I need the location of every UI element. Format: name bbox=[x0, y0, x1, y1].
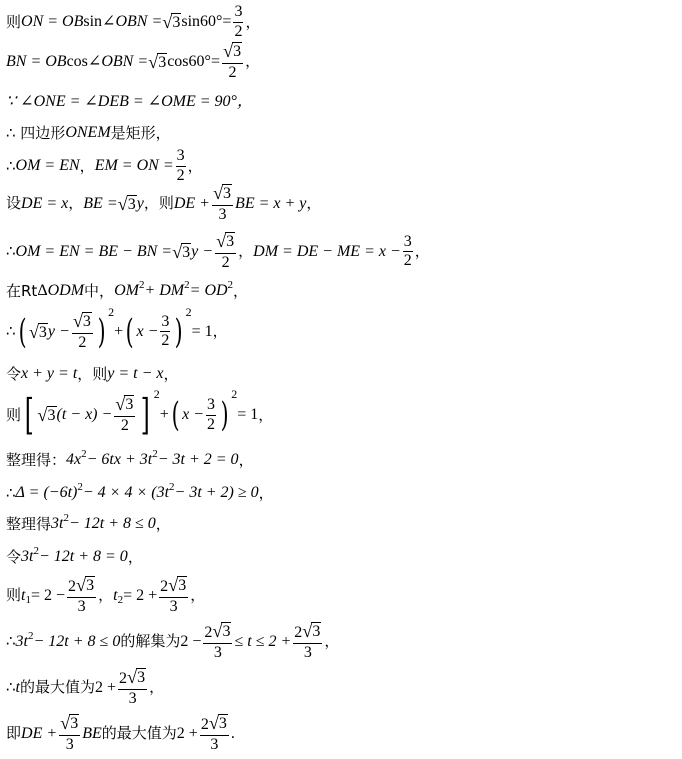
fraction: $\frac{3}{2}$ bbox=[206, 395, 215, 433]
exponent: 2 bbox=[63, 512, 69, 524]
exponent: 2 bbox=[77, 481, 83, 493]
text: ∴ bbox=[6, 242, 16, 261]
math: Δ = (−6t) bbox=[15, 484, 78, 501]
punct: ， bbox=[68, 194, 84, 213]
math: ∵ ∠ONE = ∠DEB = ∠OME = 90°， bbox=[6, 93, 253, 110]
math: = 1 bbox=[191, 322, 213, 340]
punct: ， bbox=[258, 483, 274, 502]
punct: ， bbox=[258, 405, 274, 424]
math: DE = x bbox=[21, 194, 69, 212]
text: 则 bbox=[6, 12, 22, 31]
fraction: 2 √ 3 3 bbox=[294, 621, 321, 661]
math: t bbox=[21, 586, 26, 604]
math: ON = OB bbox=[21, 13, 84, 31]
punct: . bbox=[230, 724, 235, 742]
punct: ， bbox=[238, 450, 254, 469]
solution-line-3 bbox=[6, 94, 253, 110]
solution-line-15 bbox=[6, 545, 143, 566]
math: (t − x) − bbox=[56, 406, 113, 423]
math: 2 + bbox=[176, 724, 198, 742]
exponent: 2 bbox=[227, 279, 234, 291]
solution-line-13 bbox=[6, 481, 274, 502]
solution-line-14 bbox=[6, 512, 171, 533]
punct: ， bbox=[187, 156, 203, 175]
text: 中， bbox=[84, 281, 115, 300]
solution-line-9 bbox=[6, 305, 228, 352]
punct: ， bbox=[79, 156, 95, 175]
math: x − bbox=[136, 322, 159, 340]
punct: ， bbox=[163, 364, 179, 383]
math: 2 + bbox=[95, 678, 117, 696]
punct: ， bbox=[324, 632, 340, 651]
paren-left: ( bbox=[125, 311, 134, 352]
math: 3t bbox=[21, 548, 34, 565]
sqrt: √ 3 bbox=[172, 241, 191, 262]
math: − 4 × 4 × (3t bbox=[82, 484, 170, 501]
paren-right: ) bbox=[220, 395, 229, 435]
punct: ， bbox=[245, 52, 261, 71]
sqrt: √ 3 bbox=[37, 404, 56, 425]
math: BE = x + y bbox=[235, 194, 307, 212]
text: 的最大值为 bbox=[101, 724, 177, 743]
math: y − bbox=[47, 322, 70, 340]
exponent: 2 bbox=[81, 448, 87, 460]
exponent: 2 bbox=[152, 448, 158, 460]
fraction: $\frac{3}{2}$ bbox=[161, 312, 170, 350]
solution-line-18 bbox=[6, 668, 164, 708]
math: = bbox=[222, 13, 232, 31]
math: sin bbox=[83, 13, 103, 31]
math: = 2 + bbox=[123, 586, 158, 604]
math: cos bbox=[66, 52, 88, 70]
punct: ， bbox=[233, 281, 249, 300]
fraction: √ 3 2 bbox=[72, 311, 91, 351]
math: 3t bbox=[15, 632, 28, 650]
math: cos60° bbox=[167, 52, 211, 70]
math: OM = EN = BE − BN = bbox=[15, 242, 173, 260]
text: 则 bbox=[6, 405, 22, 424]
solution-line-7 bbox=[6, 232, 430, 272]
exponent: 2 bbox=[33, 545, 39, 557]
solution-line-16 bbox=[6, 576, 205, 616]
paren-right: ) bbox=[175, 311, 183, 352]
math: OM = EN bbox=[15, 157, 80, 175]
math: 4x bbox=[66, 451, 82, 468]
punct: ， bbox=[98, 586, 114, 605]
punct: ， bbox=[306, 194, 322, 213]
text: ∴ bbox=[6, 156, 16, 175]
exponent: 2 bbox=[28, 629, 34, 642]
sqrt: √ 3 bbox=[162, 12, 181, 33]
math: 3t bbox=[51, 515, 64, 532]
math: ODM bbox=[47, 282, 85, 299]
text: ，则 bbox=[143, 194, 174, 213]
text: ∴ 四边形 bbox=[6, 123, 66, 142]
punct: ， bbox=[414, 242, 430, 261]
exponent: 2 bbox=[185, 305, 192, 319]
math: y bbox=[136, 194, 144, 212]
math: BE bbox=[82, 724, 102, 742]
text: ∴ bbox=[6, 632, 16, 651]
subscript: 1 bbox=[25, 593, 31, 606]
fraction: 2 √ 3 3 bbox=[204, 621, 231, 661]
math: sin60° bbox=[181, 13, 223, 31]
solution-line-12 bbox=[6, 448, 254, 469]
punct: ， bbox=[149, 678, 165, 697]
solution-line-2 bbox=[6, 42, 260, 82]
paren-left: ( bbox=[171, 395, 180, 435]
punct: ， bbox=[238, 242, 254, 261]
exponent: 2 bbox=[153, 387, 160, 401]
fraction: 2 √ 3 3 bbox=[68, 575, 95, 615]
math: ∠ bbox=[87, 52, 102, 70]
text: 即 bbox=[6, 724, 22, 743]
solution-line-11 bbox=[6, 387, 274, 439]
paren-right: ) bbox=[97, 311, 106, 352]
text: 整理得 bbox=[6, 514, 52, 533]
math: − 12t + 8 = 0 bbox=[38, 548, 128, 565]
sqrt: √ 3 bbox=[148, 51, 167, 72]
text: 是矩形， bbox=[110, 123, 171, 142]
math: + bbox=[114, 322, 124, 340]
text: 设 bbox=[6, 194, 22, 213]
bracket-left: [ bbox=[24, 390, 34, 439]
text: ，则 bbox=[77, 364, 108, 383]
solution-line-17 bbox=[6, 622, 339, 662]
fraction: $\frac{3}{2}$ bbox=[234, 3, 243, 40]
subscript: 2 bbox=[117, 593, 124, 606]
sqrt: √ 3 bbox=[28, 321, 47, 342]
math: t bbox=[15, 678, 20, 696]
math: OBN = bbox=[101, 52, 149, 70]
math: y − bbox=[191, 242, 214, 260]
math: = 2 − bbox=[30, 586, 66, 604]
fraction: $\frac{3}{2}$ bbox=[403, 232, 412, 270]
text: 令 bbox=[6, 547, 22, 566]
math: OM bbox=[114, 282, 139, 299]
math: DE + bbox=[173, 194, 210, 212]
math: x + y = t bbox=[21, 365, 78, 382]
exponent: 2 bbox=[184, 279, 190, 291]
text: 令 bbox=[6, 364, 22, 383]
text: 则 bbox=[6, 586, 22, 605]
text: 在Rt bbox=[6, 281, 38, 300]
exponent: 2 bbox=[169, 481, 175, 493]
solution-line-6 bbox=[6, 184, 321, 224]
math: = 1 bbox=[237, 406, 259, 423]
text: 的解集为 bbox=[120, 632, 181, 651]
fraction: √ 3 3 bbox=[212, 183, 232, 223]
math: BN = OB bbox=[6, 52, 67, 70]
math: x − bbox=[182, 406, 204, 423]
math: EM = ON = bbox=[94, 157, 174, 175]
text: 整理得： bbox=[6, 450, 67, 469]
math: − 3t + 2) ≥ 0 bbox=[174, 484, 259, 501]
solution-line-8 bbox=[6, 279, 249, 300]
math: = OD bbox=[189, 282, 228, 299]
fraction: 2 √ 3 3 bbox=[119, 667, 146, 707]
fraction: 2 √ 3 3 bbox=[200, 713, 227, 753]
text: 的最大值为 bbox=[20, 678, 96, 697]
exponent: 2 bbox=[108, 305, 115, 319]
math: − 12t + 8 ≤ 0 bbox=[68, 515, 156, 532]
math: + DM bbox=[144, 282, 185, 299]
solution-line-19 bbox=[6, 714, 235, 754]
solution-line-4 bbox=[6, 125, 171, 141]
fraction: √ 3 2 bbox=[216, 231, 235, 271]
math: DM = DE − ME = x − bbox=[253, 242, 401, 260]
paren-left: ( bbox=[18, 311, 27, 352]
math: BE = bbox=[83, 194, 118, 212]
solution-line-5 bbox=[6, 148, 203, 185]
text: ∴ bbox=[6, 678, 16, 697]
math: t bbox=[113, 586, 118, 604]
math: y = t − x bbox=[107, 365, 164, 382]
fraction: √ 3 2 bbox=[222, 41, 242, 81]
punct: ， bbox=[155, 514, 171, 533]
fraction: 2 √ 3 3 bbox=[160, 575, 187, 615]
fraction: √ 3 3 bbox=[60, 713, 79, 753]
math: − 6tx + 3t bbox=[86, 451, 153, 468]
bracket-right: ] bbox=[141, 390, 151, 439]
math: OBN = bbox=[115, 13, 163, 31]
fraction: √ 3 2 bbox=[115, 394, 134, 435]
math: = bbox=[210, 52, 220, 70]
text: ∴ bbox=[6, 322, 16, 341]
punct: ， bbox=[212, 322, 228, 341]
solution-line-1 bbox=[6, 4, 260, 41]
exponent: 2 bbox=[138, 279, 145, 291]
punct: ， bbox=[127, 547, 143, 566]
math: + bbox=[159, 406, 169, 423]
text: ∴ bbox=[6, 483, 16, 502]
math: − 3t + 2 = 0 bbox=[157, 451, 239, 468]
math: ∠ bbox=[102, 13, 116, 31]
punct: ， bbox=[190, 586, 206, 605]
exponent: 2 bbox=[231, 387, 238, 401]
punct: ， bbox=[245, 12, 261, 31]
solution-line-10 bbox=[6, 366, 179, 382]
math: ≤ t ≤ 2 + bbox=[234, 632, 292, 650]
fraction: $\frac{3}{2}$ bbox=[176, 147, 185, 184]
math: DE + bbox=[21, 724, 58, 742]
sqrt: √ 3 bbox=[117, 193, 136, 214]
math: ONEM bbox=[65, 124, 111, 141]
math: − 12t + 8 ≤ 0 bbox=[33, 632, 121, 650]
math: Δ bbox=[37, 282, 48, 299]
math: 2 − bbox=[180, 632, 202, 650]
